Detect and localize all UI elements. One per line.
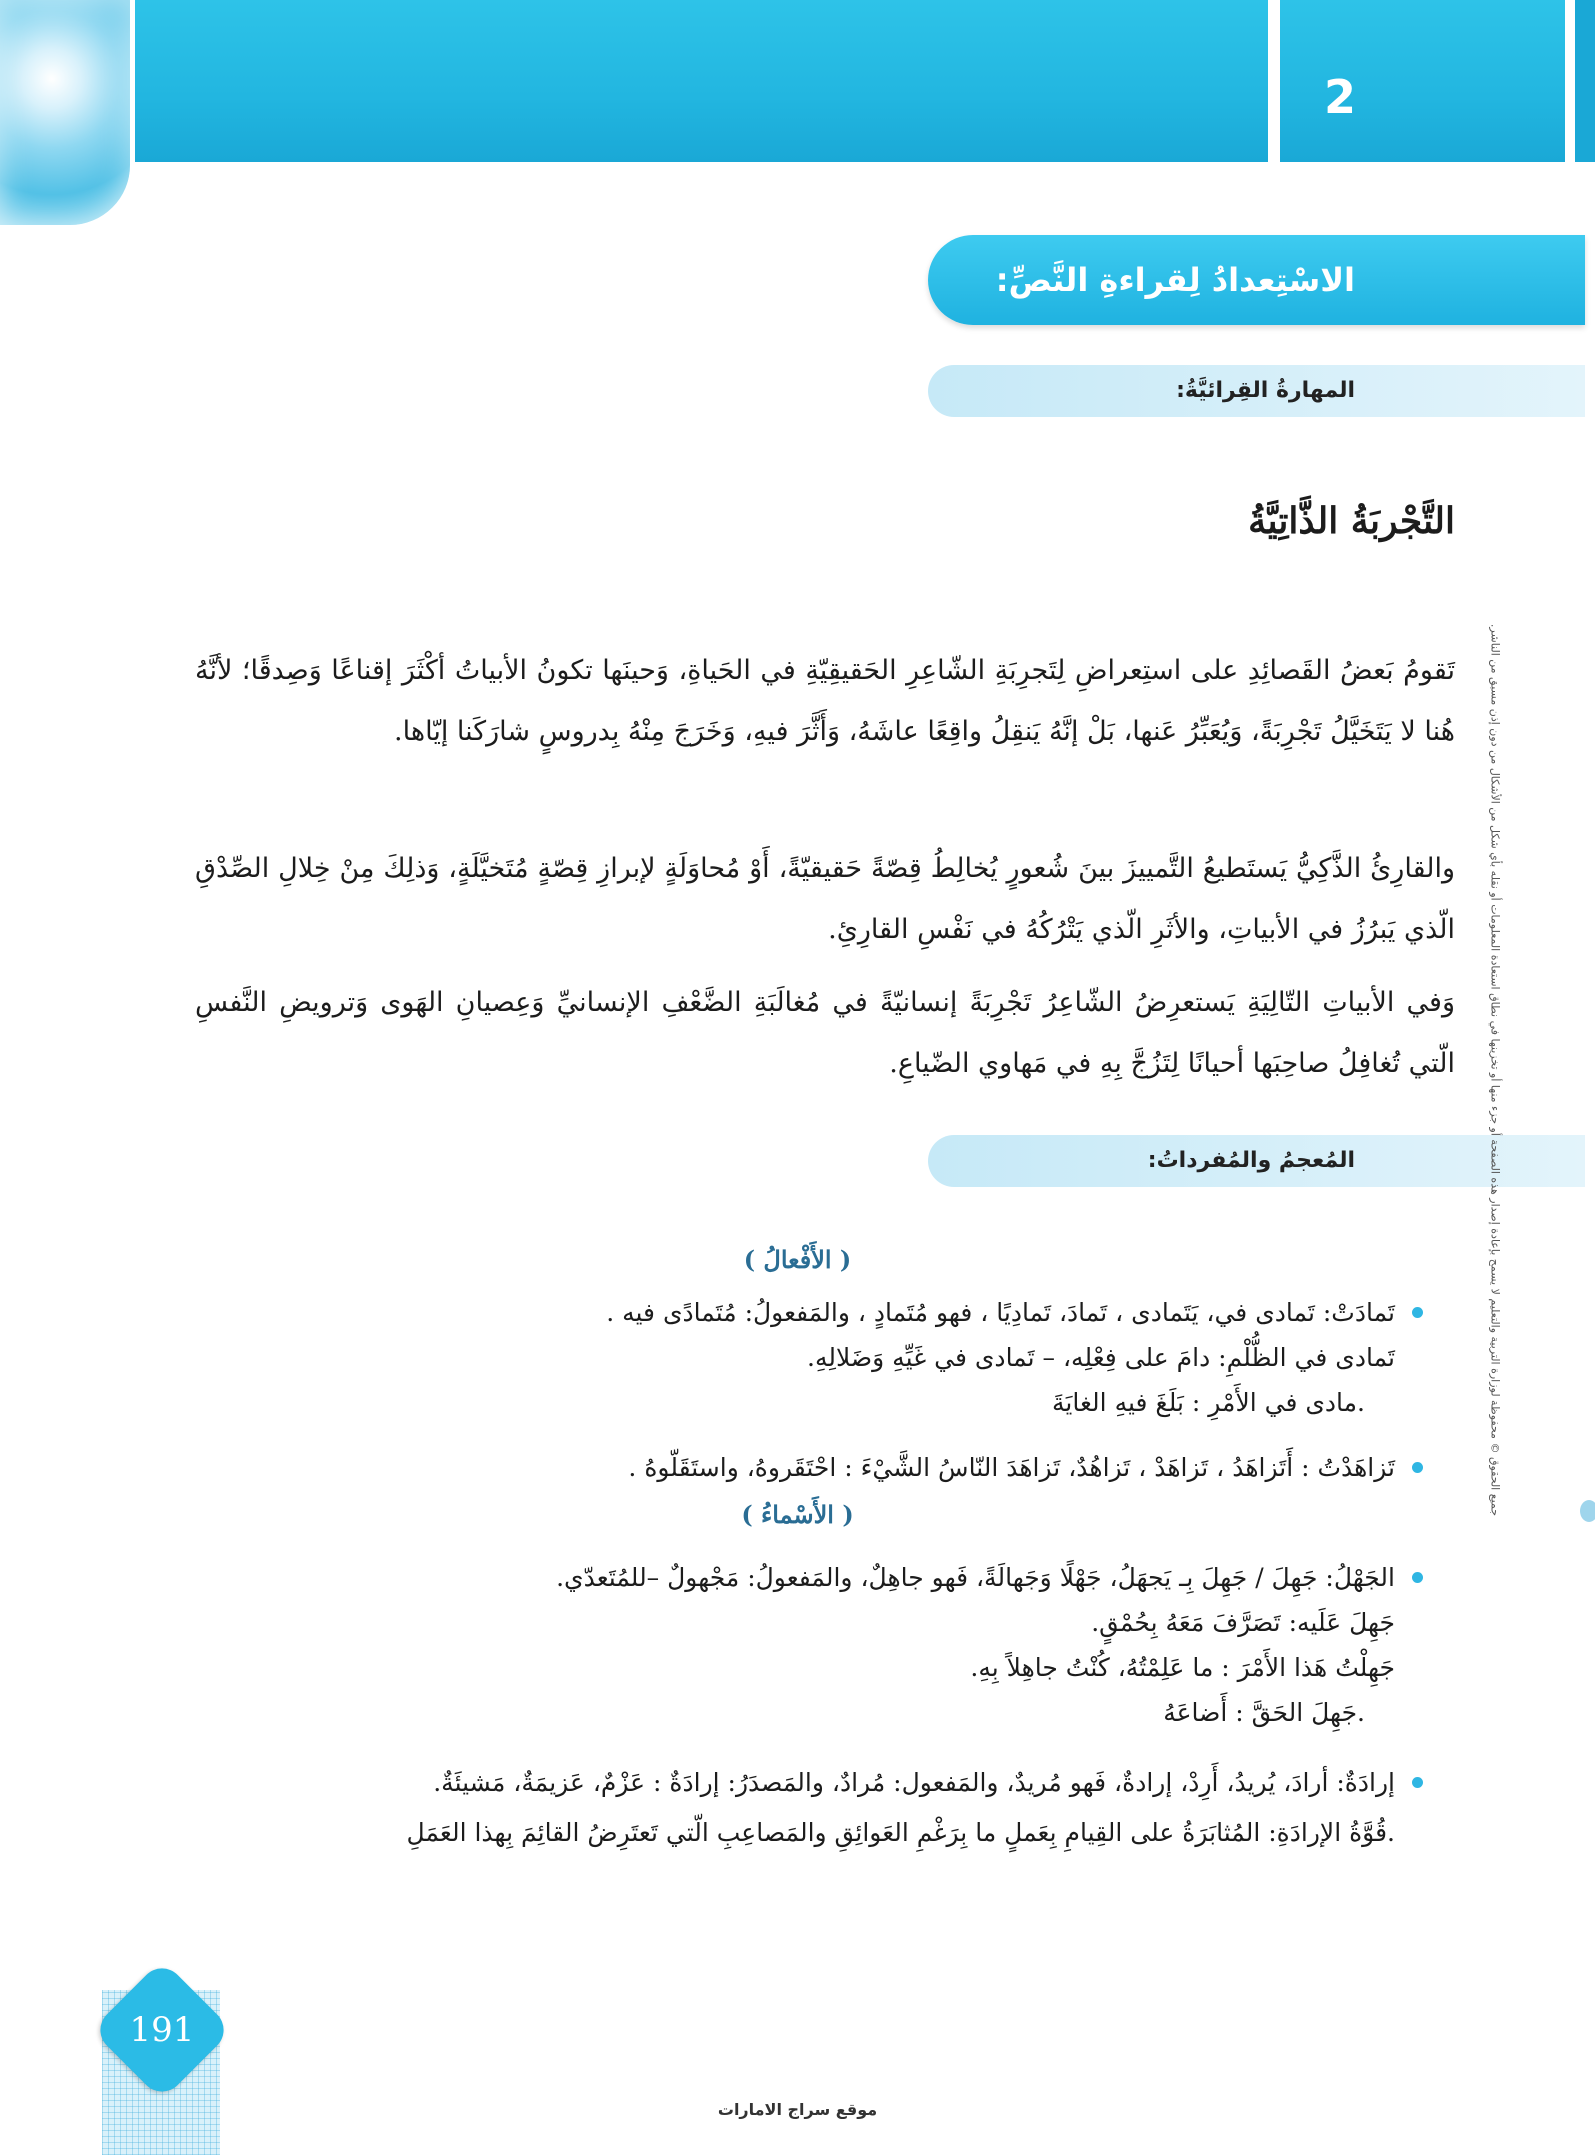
vocab-item — [215, 1645, 1395, 1690]
vocab-item-text: تَمادَتْ: تَمادى في، يَتَمادى ، تَمادَ، تَمادِيًا ، فهو مُتَمادٍ ، والمَفعولُ: مُتَمادًى فيه . — [606, 1298, 1395, 1327]
footer-site-name: موقع سراج الامارات — [717, 2100, 878, 2119]
reading-skill-label: المهارةُ القِرائيَّةُ: — [1176, 378, 1355, 403]
lesson-paragraph-3: وَفي الأبياتِ التّالِيَةِ يَستعرِضُ الشّاعِرُ تَجْرِبَةً إنسانيّةً في مُغالَبَةِ الضَّعْفِ الإنسانيِّ وَعِصيانِ الهَوى وَترويضِ النَّفسِ الّتي تُغافِلُ صاحِبَها أحيانًا لِتَزُجَّ بِهِ في مَهاوي الضّياعِ. — [195, 987, 1455, 1079]
section-title: الاسْتِعدادُ لِقراءةِ النَّصِّ: — [995, 261, 1355, 299]
vocab-item-text: تَزاهَدْتُ : أَتَزاهَدُ ، تَزاهَدْ ، تَزاهُدٌ، تَزاهَدَ النّاسُ الشَّيْءَ : احْتَقَروهُ، واستَقَلّوهُ . — [628, 1453, 1395, 1482]
vocab-item-text: إرادَةٌ: أرادَ، يُريدُ، أَرِدْ، إرادةٌ، فَهو مُريدٌ، والمَفعول: مُرادٌ، والمَصدَرُ: إرادَةٌ : عَزْمٌ، عَزيمَةٌ، مَشيئَةٌ. — [433, 1768, 1395, 1797]
reading-skill-header — [928, 365, 1585, 417]
vocab-item — [215, 1555, 1395, 1600]
bullet-icon — [1412, 1462, 1423, 1473]
vocab-item-text: .مادى في الأَمْرِ : بَلَغَ فيهِ الغايَةَ — [1052, 1388, 1365, 1417]
vocab-item — [185, 1380, 1365, 1425]
vocab-item-text: .جَهِلَ الحَقَّ : أَضاعَهُ — [1163, 1698, 1365, 1727]
section-title-banner — [928, 235, 1585, 325]
header-divider — [1268, 0, 1280, 162]
copyright-text: جميع الحقوق © محفوظة لوزارة التربية والتعليم لا يسمح بإعادة إصدار هذه الصفحة أو جزء منها أو تخزينها في نطاق استعادة المعلومات أو نقله بأي شكل من الأشكال من دون إذن مسبق من الناشر. — [1488, 623, 1502, 1517]
vocabulary-label: المُعجمُ والمُفرداتُ: — [1147, 1148, 1355, 1173]
verbs-heading: ( الأَفْعالُ ) — [743, 1245, 852, 1274]
nouns-heading: ( الأَسْماءُ ) — [741, 1500, 854, 1529]
vocab-item-text: .قُوَّةُ الإرادَةِ: المُثابَرَةُ على القِيامِ بِعَملٍ ما بِرَغْمِ العَوائِقِ والمَصاعِبِ الّتي تَعتَرِضُ القائِمَ بِهذا العَمَلِ — [406, 1818, 1395, 1847]
vocab-item — [215, 1335, 1395, 1380]
page-number: 191 — [129, 2010, 195, 2050]
copyright-side-note — [1475, 490, 1515, 1650]
vocab-item-text: جَهِلْتُ هَذا الأَمْرَ : ما عَلِمْتُهُ، كُنْتُ جاهِلاً بِهِ. — [970, 1653, 1395, 1682]
vocab-item — [185, 1690, 1365, 1735]
unit-number: 2 — [1323, 70, 1356, 124]
lesson-paragraph-1: تَقومُ بَعضُ القَصائِدِ على استِعراضِ لِتَجرِبَةِ الشّاعِرِ الحَقيقِيّةِ في الحَياةِ، وَحينَها تكونُ الأبياتُ أكْثَرَ إقناعًا وَصِدقًا؛ لأنَّهُ هُنا لا يَتَخَيَّلُ تَجْرِبَةً، وَيُعَبِّرُ عَنها، بَلْ إنَّهُ يَنقِلُ واقِعًا عاشَهُ، وَأَثَّرَ فيهِ، وَخَرَجَ مِنْهُ بِدروسٍ شارَكَنا إيّاها. — [195, 655, 1455, 747]
lesson-paragraph-2: والقارِئُ الذَّكِيُّ يَستَطيعُ التَّمييزَ بينَ شُعورٍ يُخالِطُ قِصّةً حَقيقيّةً، أَوْ مُحاوَلَةٍ لإبرازِ قِصّةٍ مُتَخيَّلَةٍ، وَذلِكَ مِنْ خِلالِ الصِّدْقِ الّذي يَبرُزُ في الأبياتِ، والأثَرِ الّذي يَتْرُكُهُ في نَفْسِ القارِئِ. — [195, 853, 1455, 945]
header-band-edge — [1575, 0, 1595, 162]
vocab-item — [215, 1600, 1395, 1645]
vocab-item — [215, 1290, 1395, 1335]
vocab-item — [215, 1760, 1395, 1805]
vocab-item-text: الجَهْلُ: جَهِلَ / جَهِلَ بِـ يَجهَلُ، جَهْلًا وَجَهالَةً، فَهو جاهِلٌ، والمَفعولُ: مَجْهولٌ –للمُتَعدّي. — [556, 1563, 1395, 1592]
bullet-icon — [1412, 1307, 1423, 1318]
vocab-item — [215, 1445, 1395, 1490]
vocab-item — [215, 1810, 1395, 1855]
edge-dot-decoration — [1580, 1500, 1595, 1522]
lesson-title: التَّجْربَةُ الذَّاتِيَّةُ — [1248, 500, 1455, 542]
vocab-item-text: جَهِلَ عَلَيه: تَصَرَّفَ مَعَهُ بِحُمْقٍ. — [1091, 1608, 1395, 1637]
vocab-item-text: تَمادى في الظُّلْمِ: دامَ على فِعْلِه، – تَمادى في غَيِّهِ وَضَلالِهِ. — [807, 1343, 1395, 1372]
bullet-icon — [1412, 1777, 1423, 1788]
bullet-icon — [1412, 1572, 1423, 1583]
corner-decoration — [0, 0, 130, 225]
